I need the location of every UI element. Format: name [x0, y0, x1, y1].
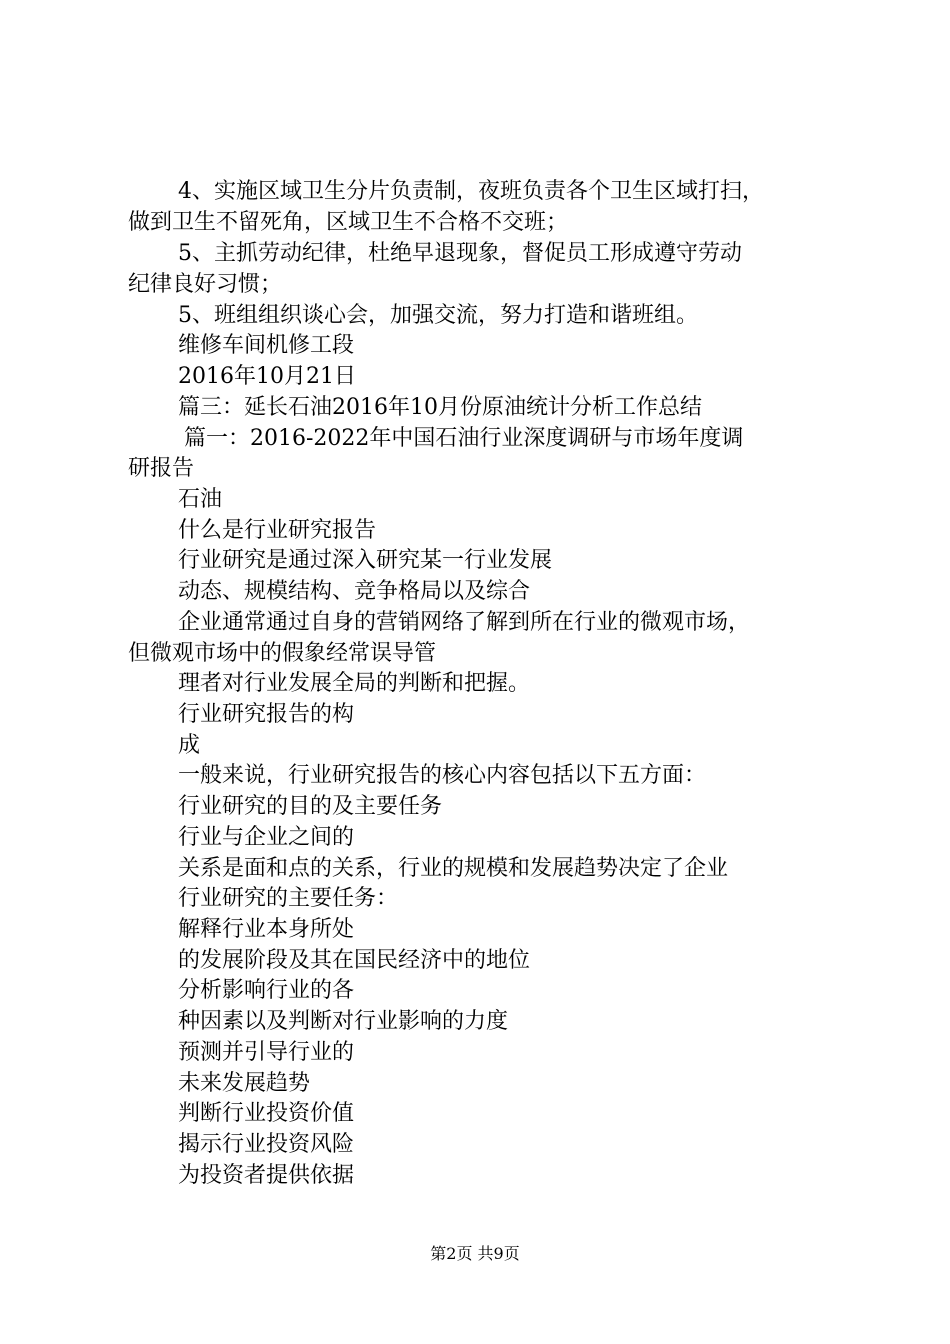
text-line: 理者对行业发展全局的判断和把握。: [178, 671, 531, 696]
text-line: 行业研究是通过深入研究某一行业发展: [178, 548, 553, 573]
text-line: 动态、规模结构、竞争格局以及综合: [178, 579, 531, 604]
text-line: 石油: [178, 487, 223, 512]
text-line: 判断行业投资价值: [178, 1101, 355, 1126]
text-line: 预测并引导行业的: [178, 1040, 355, 1065]
text-line: 种因素以及判断对行业影响的力度: [178, 1009, 509, 1034]
text-line: 纪律良好习惯；: [128, 272, 283, 297]
text-line: 揭示行业投资风险: [178, 1132, 355, 1157]
text-line: 5、班组组织谈心会，加强交流，努力打造和谐班组。: [178, 303, 698, 328]
text-line: 行业研究报告的构: [178, 702, 355, 727]
page-number-footer: 第2页 共9页: [430, 1244, 520, 1263]
text-line: 企业通常通过自身的营销网络了解到所在行业的微观市场，: [178, 610, 751, 635]
text-line: 研报告: [128, 456, 195, 481]
text-line: 2016年10月21日: [178, 364, 356, 389]
text-line: 篇一：2016-2022年中国石油行业深度调研与市场年度调: [184, 426, 744, 451]
text-line: 什么是行业研究报告: [178, 518, 377, 543]
text-line: 篇三：延长石油2016年10月份原油统计分析工作总结: [178, 395, 702, 420]
text-line: 解释行业本身所处: [178, 917, 355, 942]
text-line: 但微观市场中的假象经常误导管: [128, 641, 437, 666]
text-line: 维修车间机修工段: [178, 333, 355, 358]
text-line: 关系是面和点的关系，行业的规模和发展趋势决定了企业: [178, 856, 729, 881]
text-line: 5、主抓劳动纪律，杜绝早退现象，督促员工形成遵守劳动: [178, 241, 742, 266]
text-line: 一般来说，行业研究报告的核心内容包括以下五方面：: [178, 763, 707, 788]
text-line: 成: [178, 733, 201, 758]
text-line: 4、实施区域卫生分片负责制，夜班负责各个卫生区域打扫，: [178, 179, 764, 204]
text-line: 的发展阶段及其在国民经济中的地位: [178, 948, 531, 973]
text-line: 行业研究的主要任务：: [178, 886, 399, 911]
text-line: 未来发展趋势: [178, 1071, 311, 1096]
text-line: 行业研究的目的及主要任务: [178, 794, 443, 819]
text-line: 做到卫生不留死角，区域卫生不合格不交班；: [128, 210, 569, 235]
text-line: 分析影响行业的各: [178, 978, 355, 1003]
text-line: 行业与企业之间的: [178, 825, 355, 850]
text-line: 为投资者提供依据: [178, 1163, 355, 1188]
